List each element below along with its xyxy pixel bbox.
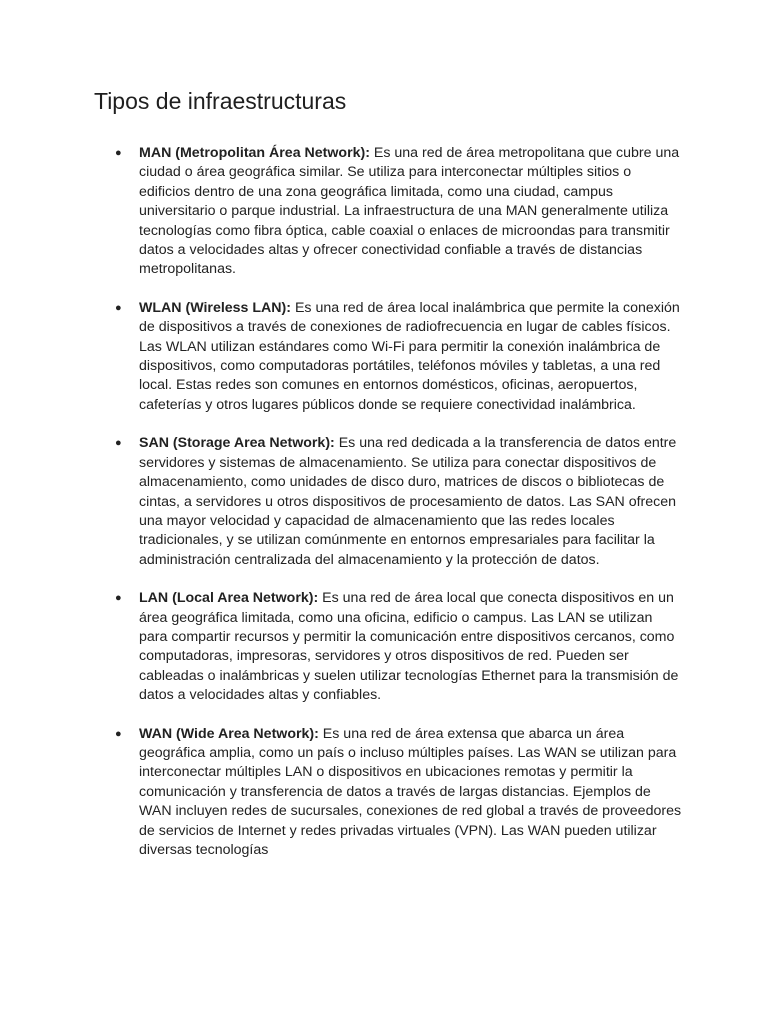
list-item-lan xyxy=(114,589,684,705)
document-title: Tipos de infraestructuras xyxy=(94,88,347,114)
term-label: WAN (Wide Area Network): xyxy=(139,725,319,742)
bullet-icon: ● xyxy=(115,437,122,450)
term-label: MAN (Metropolitan Área Network): xyxy=(139,145,370,161)
list-item-san xyxy=(114,434,684,570)
item-description: Es una red de área local inalámbrica que permite la conexión de dispositivos a través de conexiones de radiofrecuencia en lugar de cables físicos. Las WLAN utilizan estándares como Wi-Fi para permitir la conexión inalámbrica de dispositivos, como computadoras portátiles, teléfonos móviles y tabletas, a una red local. Estas redes son comunes en entornos domésticos, oficinas, aeropuertos, cafeterías y otros lugares públicos donde se requiere conectividad inalámbrica. xyxy=(139,299,680,413)
list-item-wlan xyxy=(114,299,684,415)
item-description: Es una red de área extensa que abarca un área geográfica amplia, como un país o incluso múltiples países. Las WAN se utilizan para interconectar múltiples LAN o dispositivos en ubicaciones remotas y permitir la comunicación y transferencia de datos a través de largas distancias. Ejemplos de WAN incluyen redes de sucursales, conexiones de red global a través de proveedores de servicios de Internet y redes privadas virtuales (VPN). Las WAN pueden utilizar diversas tecnologías xyxy=(139,725,682,858)
infrastructure-list xyxy=(114,144,684,879)
term-label: LAN (Local Area Network): xyxy=(139,590,319,607)
list-item-wan xyxy=(114,725,684,861)
list-item-man xyxy=(114,144,684,280)
bullet-icon: ● xyxy=(115,592,122,605)
term-label: SAN (Storage Area Network): xyxy=(139,435,335,452)
bullet-icon: ● xyxy=(115,301,122,314)
term-label: WLAN (Wireless LAN): xyxy=(139,299,291,316)
bullet-icon: ● xyxy=(115,147,122,159)
bullet-icon: ● xyxy=(115,727,122,740)
item-description: Es una red de área metropolitana que cubre una ciudad o área geográfica similar. Se utiliza para interconectar múltiples sitios o edificios dentro de una zona geográfica limitada, como una ciudad, campus universitario o parque industrial. La infraestructura de una MAN generalmente utiliza tecnologías como fibra óptica, cable coaxial o enlaces de microondas para transmitir datos a velocidades altas y ofrecer conectividad confiable a través de distancias metropolitanas. xyxy=(139,145,680,278)
item-description: Es una red de área local que conecta dispositivos en un área geográfica limitada, como una oficina, edificio o campus. Las LAN se utilizan para compartir recursos y permitir la comunicación entre dispositivos cercanos, como computadoras, impresoras, servidores y otros dispositivos de red. Pueden ser cableadas o inalámbricas y suelen utilizar tecnologías Ethernet para la transmisión de datos a velocidades altas y confiables. xyxy=(139,590,679,704)
item-description: Es una red dedicada a la transferencia de datos entre servidores y sistemas de almacenamiento. Se utiliza para conectar dispositivos de almacenamiento, como unidades de disco duro, matrices de discos o bibliotecas de cintas, a servidores u otros dispositivos de procesamiento de datos. Las SAN ofrecen una mayor velocidad y capacidad de almacenamiento que las redes locales tradicionales, y se utilizan comúnmente en entornos empresariales para facilitar la administración centralizada del almacenamiento y la protección de datos. xyxy=(139,435,677,568)
